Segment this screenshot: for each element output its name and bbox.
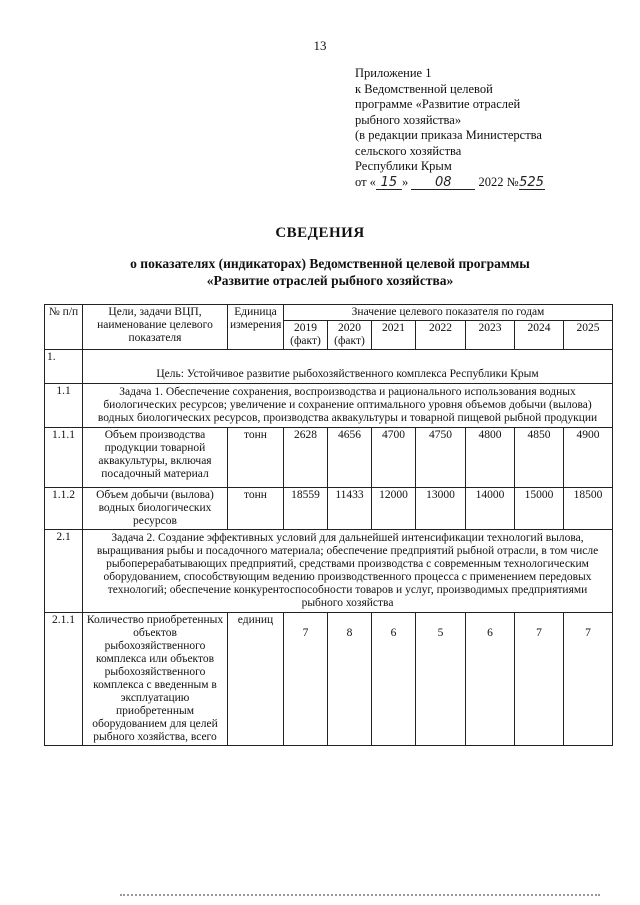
indicator-value: 15000: [515, 488, 564, 530]
appendix-line: (в редакции приказа Министерства: [355, 128, 542, 142]
header-year: 2020 (факт): [328, 321, 372, 350]
indicator-row: [45, 428, 613, 488]
goal-row: [45, 350, 613, 384]
appendix-line: программе «Развитие отраслей: [355, 97, 521, 111]
date-separator: »: [401, 174, 409, 189]
header-year: 2024: [515, 321, 564, 350]
indicator-name: Количество приобретенных объектов рыбохозяйственного комплекса или объектов рыбохозяйственного комплекса с введенным в эксплуатацию приобретенным оборудованием для целей рыбного хозяйства, всего: [83, 613, 228, 746]
indicator-value: 12000: [372, 488, 416, 530]
indicator-value: 5: [416, 613, 466, 746]
document-title: СВЕДЕНИЯ: [275, 225, 365, 241]
header-year: 2021: [372, 321, 416, 350]
indicator-unit: тонн: [228, 488, 284, 530]
row-num: 1.: [45, 350, 83, 384]
appendix-line: к Ведомственной целевой: [355, 81, 493, 96]
indicator-value: 18559: [284, 488, 328, 530]
indicator-value: 7: [564, 613, 613, 746]
handwritten-day: 15: [376, 176, 402, 190]
indicator-unit: единиц: [228, 613, 284, 746]
indicator-value: 6: [372, 613, 416, 746]
header-num: № п/п: [45, 305, 83, 350]
indicator-value: 4850: [515, 428, 564, 488]
header-year: 2023: [466, 321, 515, 350]
header-values-group: Значение целевого показателя по годам: [284, 305, 613, 321]
row-num: 1.1: [45, 384, 83, 428]
header-year: 2022: [416, 321, 466, 350]
year-text: 2022 №: [478, 174, 519, 189]
indicator-value: 4700: [372, 428, 416, 488]
date-prefix: от «: [355, 174, 376, 189]
indicator-value: 4656: [328, 428, 372, 488]
task-row: [45, 384, 613, 428]
page-number: 13: [313, 38, 327, 53]
appendix-line: сельского хозяйства: [355, 143, 462, 158]
indicator-value: 4900: [564, 428, 613, 488]
indicator-value: 7: [284, 613, 328, 746]
header-row: [45, 305, 613, 321]
subtitle-line: о показателях (индикаторах) Ведомственной целевой программы: [130, 256, 530, 271]
appendix-line: Республики Крым: [355, 159, 452, 173]
row-num: 1.1.1: [45, 428, 83, 488]
appendix-line: рыбного хозяйства»: [355, 112, 462, 127]
indicator-value: 2628: [284, 428, 328, 488]
row-num: 2.1.1: [45, 613, 83, 746]
subtitle-line: «Развитие отраслей рыбного хозяйства»: [206, 273, 454, 288]
indicator-value: 18500: [564, 488, 613, 530]
header-unit: Единица измерения: [228, 305, 284, 350]
row-num: 2.1: [45, 530, 83, 613]
indicator-row: [45, 613, 613, 746]
appendix-line: Приложение 1: [355, 66, 432, 80]
header-year: 2025: [564, 321, 613, 350]
appendix-block: [355, 66, 625, 190]
indicator-value: 7: [515, 613, 564, 746]
task-text: Задача 1. Обеспечение сохранения, воспроизводства и рационального использования водных биологических ресурсов; увеличение и сохранение оптимального уровня объемов добычи (вылова) водных биологических ресурсов, производства аквакультуры и товарной пищевой рыбной продукции: [83, 384, 613, 428]
row-num: 1.1.2: [45, 488, 83, 530]
indicator-value: 8: [328, 613, 372, 746]
indicator-name: Объем производства продукции товарной аквакультуры, включая посадочный материал: [83, 428, 228, 488]
task-row: [45, 530, 613, 613]
order-date-line: [355, 175, 625, 191]
goal-text: Цель: Устойчивое развитие рыбохозяйственного комплекса Республики Крым: [83, 350, 613, 384]
indicator-unit: тонн: [228, 428, 284, 488]
task-text: Задача 2. Создание эффективных условий для дальнейшей интенсификации технологий вылова, выращивания рыбы и посадочного материала; обеспечение предприятий рыбной отрасли, в том числе рыбоперерабатывающих предприятий, средствами производства с современным технологическим оборудованием, способствующим ведению производственного процесса с применением передовых технологий; обеспечение конкурентоспособности товаров и услуг, производимых предприятиями рыбного хозяйства: [83, 530, 613, 613]
header-year: 2019 (факт): [284, 321, 328, 350]
indicator-name: Объем добычи (вылова) водных биологических ресурсов: [83, 488, 228, 530]
scan-artifact: [120, 894, 600, 902]
indicator-value: 6: [466, 613, 515, 746]
indicator-value: 4800: [466, 428, 515, 488]
indicator-value: 11433: [328, 488, 372, 530]
indicators-table: [44, 304, 613, 746]
indicator-value: 4750: [416, 428, 466, 488]
handwritten-month: 08: [411, 176, 475, 190]
indicator-value: 14000: [466, 488, 515, 530]
handwritten-order-number: 525: [519, 174, 544, 190]
indicator-value: 13000: [416, 488, 466, 530]
indicator-row: [45, 488, 613, 530]
header-goal: Цели, задачи ВЦП, наименование целевого показателя: [83, 305, 228, 350]
document-subtitle: [60, 255, 600, 289]
